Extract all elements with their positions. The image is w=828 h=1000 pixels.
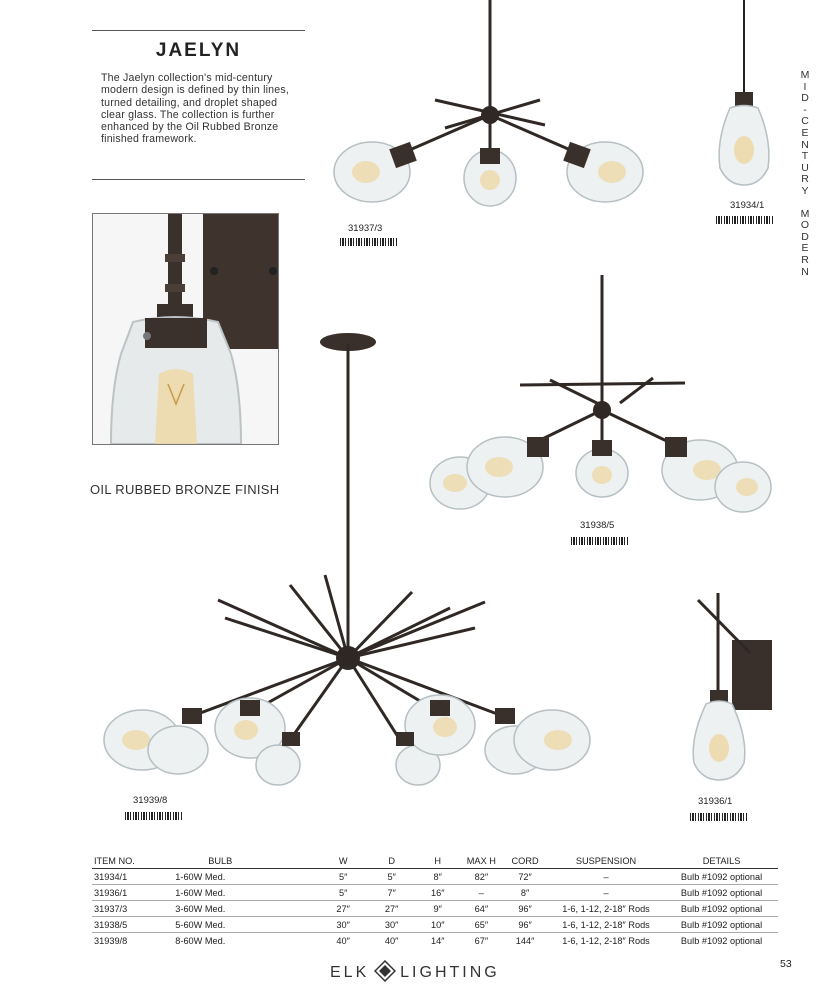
product-image-31936 (688, 588, 778, 788)
cell-suspension: 1-6, 1-12, 2-18″ Rods (562, 935, 650, 946)
product-image-31934 (710, 0, 780, 190)
side-label-letter: C (801, 115, 809, 128)
cell-h: 14″ (430, 935, 445, 946)
cell-details: Bulb #1092 optional (665, 869, 778, 885)
cell-item-no: 31936/1 (92, 885, 173, 901)
cell-max-h: 64″ (460, 901, 504, 917)
barcode-31934 (716, 216, 774, 224)
spec-table-row (92, 869, 778, 885)
header-cord: CORD (503, 855, 547, 869)
cell-item-no: 31938/5 (92, 917, 173, 933)
brand-logo-right: LIGHTING (400, 964, 500, 982)
header-max-h: MAX H (460, 855, 504, 869)
cell-max-h: 65″ (460, 917, 504, 933)
spec-table-row (92, 901, 778, 917)
side-label-letter: N (801, 138, 809, 151)
cell-max-h: – (460, 885, 504, 901)
side-label-letter: T (801, 150, 809, 163)
cell-details: Bulb #1092 optional (665, 917, 778, 933)
product-label-31938: 31938/5 (580, 520, 615, 531)
collection-description: The Jaelyn collection's mid-century modern design is defined by thin lines, turned detailing, and droplet shaped clear glass. The collection is further enhanced by the Oil Rubbed Bronze finished framework. (101, 72, 290, 146)
side-category-label (790, 70, 820, 350)
cell-w: 30″ (319, 917, 368, 933)
cell-suspension: – (547, 885, 665, 901)
cell-bulb: 5-60W Med. (173, 917, 319, 933)
cell-bulb: 1-60W Med. (173, 885, 319, 901)
side-label-letter: M (800, 207, 810, 220)
side-label-letter: D (801, 230, 809, 243)
cell-cord: 96″ (503, 901, 547, 917)
side-label-letter: E (801, 126, 809, 139)
cell-d: 27″ (367, 901, 416, 917)
side-label-letter: R (801, 253, 809, 266)
header-bulb: BULB (173, 855, 319, 869)
cell-d: 5″ (367, 869, 416, 885)
product-label-31934: 31934/1 (730, 200, 765, 211)
cell-h: 16″ (416, 885, 460, 901)
cell-item-no: 31937/3 (92, 901, 173, 917)
side-label-letter: D (801, 92, 809, 105)
cell-details: Bulb #1092 optional (665, 901, 778, 917)
side-label-letter: Y (801, 184, 809, 197)
cell-item-no: 31939/8 (94, 935, 128, 946)
spec-table-header (92, 855, 778, 869)
side-label-letter: U (801, 161, 809, 174)
barcode-31939 (125, 812, 183, 820)
title-top-rule (92, 30, 305, 31)
spec-table-row (92, 917, 778, 933)
cell-cord: 72″ (503, 869, 547, 885)
cell-w: 5″ (319, 885, 368, 901)
barcode-31936 (690, 813, 748, 821)
product-label-31937: 31937/3 (348, 223, 383, 234)
cell-details: Bulb #1092 optional (665, 885, 778, 901)
cell-d: 30″ (367, 917, 416, 933)
cell-suspension: 1-6, 1-12, 2-18″ Rods (547, 917, 665, 933)
cell-bulb: 8-60W Med. (175, 935, 226, 946)
side-label-letter: R (801, 173, 809, 186)
cell-suspension: 1-6, 1-12, 2-18″ Rods (547, 901, 665, 917)
cell-h: 10″ (416, 917, 460, 933)
header-h: H (416, 855, 460, 869)
title-bottom-rule (92, 179, 305, 180)
header-item-no: ITEM NO. (92, 855, 173, 869)
cell-h: 8″ (416, 869, 460, 885)
cell-cord: 96″ (503, 917, 547, 933)
cell-max-h: 82″ (460, 869, 504, 885)
finish-label: OIL RUBBED BRONZE FINISH (90, 482, 280, 497)
side-label-letter: E (801, 242, 809, 255)
side-label-letter: I (803, 80, 807, 93)
product-image-31937 (330, 0, 660, 215)
page-number: 53 (780, 958, 792, 970)
cell-details: Bulb #1092 optional (680, 935, 763, 946)
side-label-letter: M (800, 69, 810, 81)
product-image-31939 (100, 330, 600, 790)
cell-max-h: 67″ (474, 935, 489, 946)
product-label-31936: 31936/1 (698, 796, 733, 807)
header-w: W (319, 855, 368, 869)
header-details: DETAILS (665, 855, 778, 869)
header-suspension: SUSPENSION (547, 855, 665, 869)
spec-table-row (92, 933, 778, 949)
cell-w: 40″ (336, 935, 350, 946)
side-label-letter (790, 198, 820, 209)
cell-suspension: – (547, 869, 665, 885)
cell-cord: 8″ (503, 885, 547, 901)
cell-d: 7″ (367, 885, 416, 901)
diamond-icon (374, 960, 396, 982)
brand-logo (330, 962, 530, 982)
side-label-letter: O (800, 219, 810, 232)
side-label-letter: - (803, 103, 807, 116)
cell-bulb: 3-60W Med. (173, 901, 319, 917)
spec-table-row (92, 885, 778, 901)
product-label-31939: 31939/8 (133, 795, 168, 806)
cell-w: 5″ (319, 869, 368, 885)
collection-title: JAELYN (155, 40, 242, 61)
cell-bulb: 1-60W Med. (173, 869, 319, 885)
cell-cord: 144″ (515, 935, 535, 946)
cell-item-no: 31934/1 (92, 869, 173, 885)
header-d: D (367, 855, 416, 869)
cell-h: 9″ (416, 901, 460, 917)
cell-d: 40″ (384, 935, 399, 946)
cell-w: 27″ (319, 901, 368, 917)
spec-table (92, 855, 778, 948)
brand-logo-left: ELK (330, 964, 370, 982)
barcode-31937 (340, 238, 398, 246)
side-label-letter: N (801, 265, 809, 278)
